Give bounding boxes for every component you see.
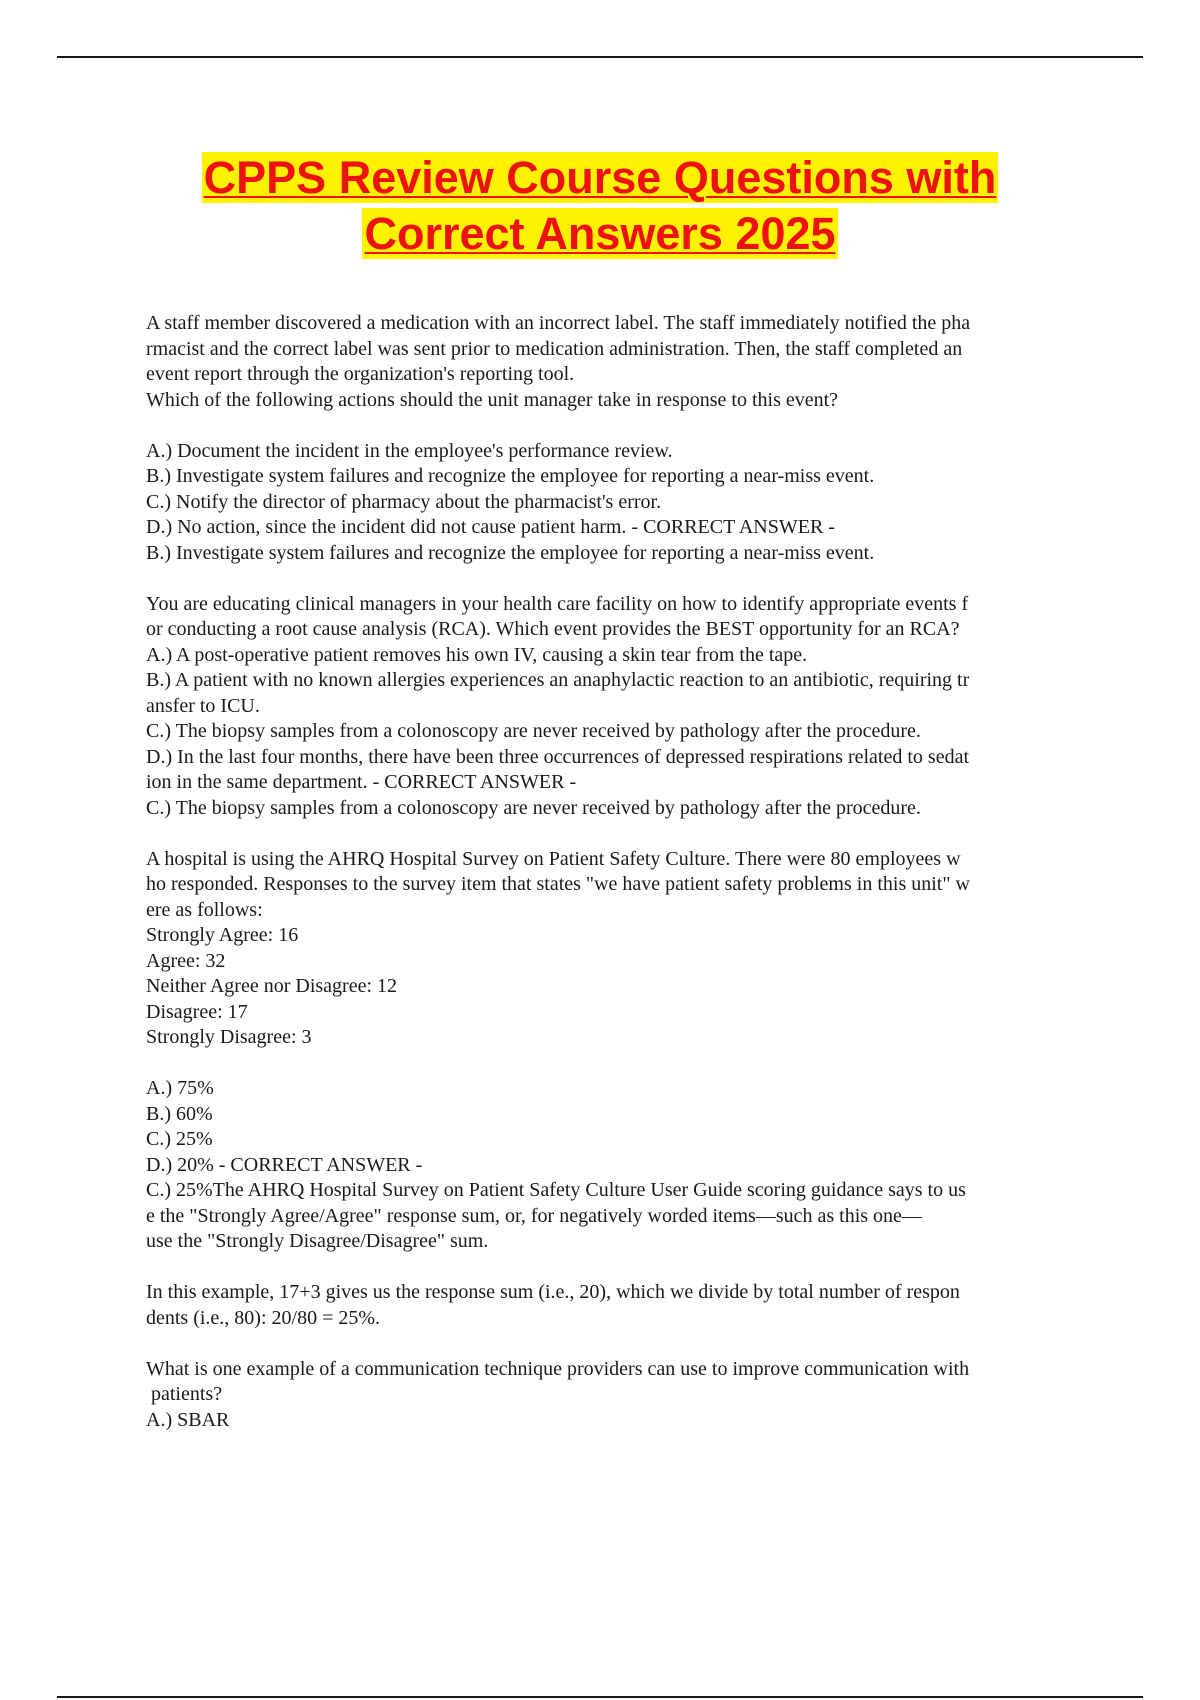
answer-option: A.) A post-operative patient removes his own IV, causing a skin tear from the tape. <box>146 643 808 666</box>
title-line-1: CPPS Review Course Questions with <box>203 152 997 203</box>
survey-response: Neither Agree nor Disagree: 12 <box>146 975 398 997</box>
correct-answer: C.) 25%The AHRQ Hospital Survey on Patient Safety Culture User Guide scoring guidance says to us <box>146 1179 966 1201</box>
top-rule <box>57 56 1143 58</box>
correct-answer: B.) Investigate system failures and recognize the employee for reporting a near-miss event. <box>146 541 875 564</box>
survey-response: Strongly Agree: 16 <box>146 924 299 946</box>
correct-answer: e the "Strongly Agree/Agree" response sum, or, for negatively worded items—such as this one— <box>146 1204 922 1227</box>
question-stem-line: A hospital is using the AHRQ Hospital Survey on Patient Safety Culture. There were 80 employees w <box>146 847 961 870</box>
document-title <box>0 150 1200 262</box>
survey-response: Agree: 32 <box>146 949 226 972</box>
question-stem-line: A staff member discovered a medication with an incorrect label. The staff immediately notified the pha <box>146 312 971 334</box>
question-4 <box>146 1357 1096 1434</box>
question-stem-line: What is one example of a communication technique providers can use to improve communication with <box>146 1357 970 1380</box>
question-stem-line: or conducting a root cause analysis (RCA). Which event provides the BEST opportunity for an RCA? <box>146 618 960 640</box>
answer-option: A.) 75% <box>146 1077 214 1099</box>
correct-answer: C.) The biopsy samples from a colonoscopy are never received by pathology after the procedure. <box>146 796 921 819</box>
question-stem-line: ho responded. Responses to the survey item that states "we have patient safety problems in this unit" w <box>146 873 970 895</box>
question-stem-line: event report through the organization's reporting tool. <box>146 363 575 385</box>
bottom-rule <box>57 1696 1143 1698</box>
explanation-line: In this example, 17+3 gives us the response sum (i.e., 20), which we divide by total number of respon <box>146 1281 960 1303</box>
answer-option: ansfer to ICU. <box>146 694 260 717</box>
question-3 <box>146 847 1096 1332</box>
answer-option: A.) Document the incident in the employee's performance review. <box>146 439 673 462</box>
question-stem-line: You are educating clinical managers in your health care facility on how to identify appropriate events f <box>146 592 969 615</box>
survey-response: Disagree: 17 <box>146 1000 248 1023</box>
answer-option: A.) SBAR <box>146 1408 230 1431</box>
correct-answer: use the "Strongly Disagree/Disagree" sum. <box>146 1230 489 1252</box>
question-stem-line: ere as follows: <box>146 898 263 921</box>
question-stem-line: rmacist and the correct label was sent prior to medication administration. Then, the staff completed an <box>146 337 963 360</box>
question-stem-line: patients? <box>146 1383 223 1405</box>
answer-option: B.) A patient with no known allergies experiences an anaphylactic reaction to an antibiotic, requiring tr <box>146 669 970 691</box>
answer-option: C.) Notify the director of pharmacy about the pharmacist's error. <box>146 490 662 513</box>
explanation-line: dents (i.e., 80): 20/80 = 25%. <box>146 1306 381 1329</box>
answer-option: C.) 25% <box>146 1128 213 1150</box>
answer-option: ion in the same department. - CORRECT ANSWER - <box>146 771 577 793</box>
question-1 <box>146 311 1096 566</box>
answer-option: D.) 20% - CORRECT ANSWER - <box>146 1153 423 1176</box>
answer-option: D.) No action, since the incident did not cause patient harm. - CORRECT ANSWER - <box>146 516 835 538</box>
survey-response: Strongly Disagree: 3 <box>146 1026 312 1048</box>
question-2 <box>146 592 1096 822</box>
answer-option: D.) In the last four months, there have been three occurrences of depressed respirations related to sedat <box>146 745 970 768</box>
answer-option: B.) 60% <box>146 1102 213 1125</box>
question-stem-line: Which of the following actions should the unit manager take in response to this event? <box>146 388 839 411</box>
answer-option: B.) Investigate system failures and recognize the employee for reporting a near-miss event. <box>146 465 875 487</box>
title-line-2: Correct Answers 2025 <box>364 208 836 259</box>
document-body <box>146 311 1096 1433</box>
answer-option: C.) The biopsy samples from a colonoscopy are never received by pathology after the procedure. <box>146 720 921 742</box>
